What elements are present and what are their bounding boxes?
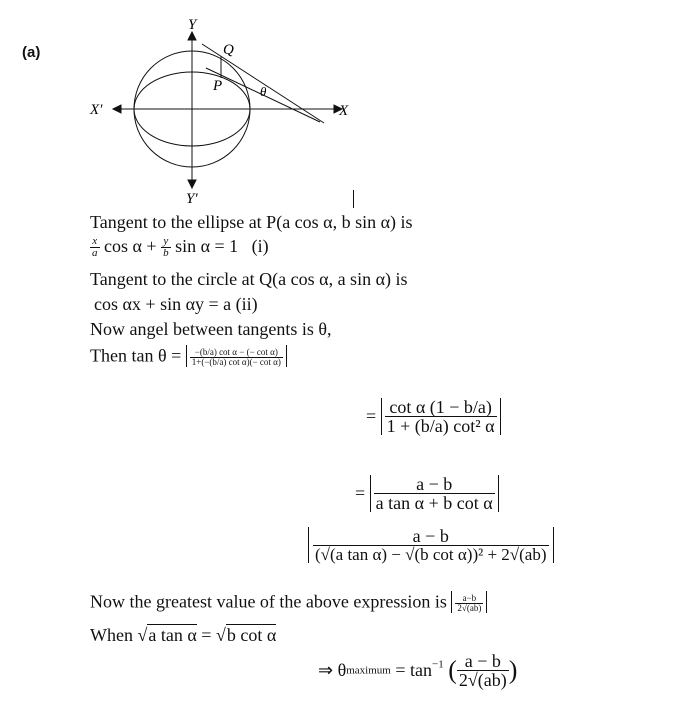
x-over-a: $\frac{x}{a}$ <box>92 235 98 260</box>
q-label: Q <box>223 42 234 58</box>
step-four: $\frac{a - b}{\text{(√(a tan α) − √(b cot α))² + 2√(ab)}}$ <box>308 527 554 563</box>
y-axis-top-arrow <box>188 32 196 40</box>
y-axis-bottom-arrow <box>188 180 196 188</box>
y-top-label: Y <box>188 17 197 33</box>
step-two: = $\frac{\text{cot α (1 − b/a)}}{\text{1 + (b/a) cot² α}}$ <box>366 398 501 435</box>
ellipse-tangent-equation: $\frac{x}{a}$ cos α + $\frac{y}{b}$ sin α = 1 (i) <box>92 235 269 260</box>
y-bottom-label: Y′ <box>186 191 198 207</box>
x-right-label: X <box>339 103 349 119</box>
x-axis-left-arrow <box>113 105 121 113</box>
theta-label: θ <box>260 84 267 99</box>
theta-maximum-line: ⇒ θmaximum = $\tan^{-1}$ ( $\frac{a - b}{2√(ab)}$ ) <box>318 651 518 690</box>
part-label: (a) <box>22 44 41 61</box>
when-condition-line: When √a tan α = √b cot α <box>90 625 277 645</box>
greatest-value-line: Now the greatest value of the above expression is $\frac{a-b}{2√(ab)}$ <box>90 590 487 613</box>
tan-theta-expression: Then tan θ = $\frac{\text{−(b/a) cot α − (− cot α)}}{\text{1+(−(b/a) cot α)(− cot α)}}$ <box>90 344 287 367</box>
step-three: = $\frac{a - b}{\text{a tan α + b cot α}}$ <box>355 475 499 512</box>
angle-between-line: Now angel between tangents is θ, <box>90 319 332 339</box>
y-over-b: $\frac{y}{b}$ <box>163 235 169 260</box>
x-left-label: X′ <box>90 102 103 118</box>
circle-tangent-line: Tangent to the circle at Q(a cos α, a sin α) is <box>90 269 408 289</box>
p-label: P <box>213 78 223 94</box>
ellipse-tangent-line: Tangent to the ellipse at P(a cos α, b sin α) is <box>90 212 413 232</box>
circle-tangent-equation: cos αx + sin αy = a (ii) <box>94 294 258 314</box>
ellipse-circle-figure <box>80 10 370 210</box>
text-cursor <box>353 190 354 208</box>
